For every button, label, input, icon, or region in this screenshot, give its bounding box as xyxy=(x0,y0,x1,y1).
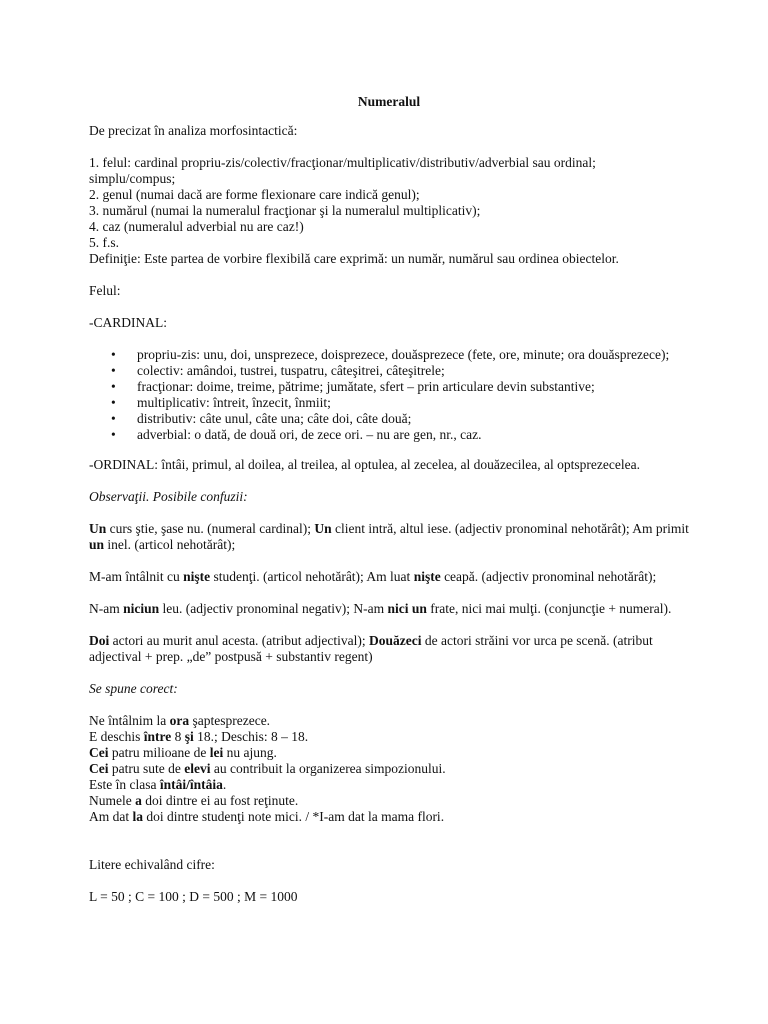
bold-word: un xyxy=(89,537,105,552)
corect-text: nu ajung. xyxy=(223,745,277,760)
bold-word: la xyxy=(132,809,144,824)
corect-line xyxy=(89,793,689,809)
bold-word: şi xyxy=(184,729,194,744)
bold-word: Cei xyxy=(89,745,109,760)
felul-heading: Felul: xyxy=(89,283,121,298)
example-text: ceapă. (adjectiv pronominal nehotărât); xyxy=(440,569,657,584)
example-text: curs ştie, şase nu. (numeral cardinal); xyxy=(106,521,315,536)
criteria-line: 1. felul: cardinal propriu-zis/colectiv/fracţionar/multiplicativ/distributiv/adverbial sau ordinal; xyxy=(89,155,596,170)
bold-word: între xyxy=(143,729,172,744)
list-item: • multiplicativ: întreit, înzecit, înmiit; xyxy=(133,395,689,411)
corect-text: E deschis xyxy=(89,729,144,744)
corect-text: Numele xyxy=(89,793,136,808)
corect-heading: Se spune corect: xyxy=(89,681,178,696)
litere-heading: Litere echivalând cifre: xyxy=(89,857,215,872)
corect-text: . xyxy=(222,777,227,792)
corect-text: Am dat xyxy=(89,809,133,824)
example-text: client intră, altul iese. (adjectiv pronominal nehotărât); Am primit xyxy=(331,521,689,536)
example-text: M-am întâlnit cu xyxy=(89,569,184,584)
corect-line xyxy=(89,761,689,777)
corect-text: doi dintre ei au fost reţinute. xyxy=(141,793,299,808)
cardinal-heading: -CARDINAL: xyxy=(89,315,167,330)
cardinal-list xyxy=(89,347,689,443)
corect-line xyxy=(89,713,689,729)
example-paragraph-4 xyxy=(89,633,689,665)
definition-text: Definiţie: Este partea de vorbire flexibilă care exprimă: un număr, numărul sau ordinea obiectelor. xyxy=(89,251,619,266)
example-text: inel. (articol nehotărât); xyxy=(104,537,236,552)
corect-text: patru sute de xyxy=(108,761,185,776)
example-paragraph-1 xyxy=(89,521,689,553)
corect-text: 8 xyxy=(171,729,185,744)
example-text: leu. (adjectiv pronominal negativ); N-am xyxy=(159,601,388,616)
corect-line xyxy=(89,777,689,793)
corect-text: Este în clasa xyxy=(89,777,160,792)
corect-text: Ne întâlnim la xyxy=(89,713,170,728)
bold-word: a xyxy=(135,793,142,808)
bold-word: Un xyxy=(314,521,332,536)
litere-values: L = 50 ; C = 100 ; D = 500 ; M = 1000 xyxy=(89,889,298,904)
corect-text: doi dintre studenţi note mici. / *I-am dat la mama flori. xyxy=(143,809,445,824)
example-text: frate, nici mai mulţi. (conjuncţie + numeral). xyxy=(426,601,672,616)
criteria-line: simplu/compus; xyxy=(89,171,176,186)
intro-text: De precizat în analiza morfosintactică: xyxy=(89,123,298,138)
list-item: • fracţionar: doime, treime, pătrime; jumătate, sfert – prin articulare devin substantive; xyxy=(133,379,689,395)
corect-line xyxy=(89,809,689,825)
corect-text: patru milioane de xyxy=(108,745,210,760)
list-item: • colectiv: amândoi, tustrei, tuspatru, câteşitrei, câteşitrele; xyxy=(133,363,689,379)
bold-word: ora xyxy=(169,713,190,728)
criteria-line: 3. numărul (numai la numeralul fracţionar şi la numeralul multiplicativ); xyxy=(89,203,481,218)
criteria-line: 5. f.s. xyxy=(89,235,119,250)
example-text: actori au murit anul acesta. (atribut adjectival); xyxy=(109,633,370,648)
bold-word: Cei xyxy=(89,761,109,776)
corect-line xyxy=(89,745,689,761)
bold-word: Doi xyxy=(89,633,110,648)
observatii-heading: Observaţii. Posibile confuzii: xyxy=(89,489,248,504)
corect-text: şaptesprezece. xyxy=(189,713,271,728)
criteria-line: 4. caz (numeralul adverbial nu are caz!) xyxy=(89,219,304,234)
page-title: Numeralul xyxy=(357,94,421,109)
corect-list xyxy=(89,713,689,825)
criteria-list xyxy=(89,155,689,267)
list-item: • distributiv: câte unul, câte una; câte doi, câte două; xyxy=(133,411,689,427)
bold-word: nici un xyxy=(387,601,427,616)
bold-word: întâi/întâia xyxy=(159,777,223,792)
bold-word: Douăzeci xyxy=(369,633,422,648)
bold-word: niciun xyxy=(123,601,160,616)
bold-word: elevi xyxy=(184,761,211,776)
bold-word: nişte xyxy=(183,569,211,584)
criteria-line: 2. genul (numai dacă are forme flexionare care indică genul); xyxy=(89,187,420,202)
example-paragraph-3 xyxy=(89,601,689,617)
example-text: de actori străini vor urca pe scenă. (atribut adjectival + prep. „de” postpusă + substantiv regent) xyxy=(89,633,653,664)
document-body xyxy=(89,94,689,905)
corect-text: 18.; Deschis: 8 – 18. xyxy=(193,729,309,744)
ordinal-text: -ORDINAL: întâi, primul, al doilea, al treilea, al optulea, al zecelea, al douăzecilea, al optsprezecelea. xyxy=(89,457,640,472)
list-item: • adverbial: o dată, de două ori, de zece ori. – nu are gen, nr., caz. xyxy=(133,427,689,443)
bold-word: lei xyxy=(209,745,224,760)
corect-line xyxy=(89,729,689,745)
corect-text: au contribuit la organizerea simpozionului. xyxy=(210,761,446,776)
example-text: studenţi. (articol nehotărât); Am luat xyxy=(210,569,414,584)
bold-word: nişte xyxy=(413,569,441,584)
example-paragraph-2 xyxy=(89,569,689,585)
example-text: N-am xyxy=(89,601,124,616)
bold-word: Un xyxy=(89,521,107,536)
list-item: • propriu-zis: unu, doi, unsprezece, doisprezece, douăsprezece (fete, ore, minute; ora douăsprezece); xyxy=(133,347,689,363)
